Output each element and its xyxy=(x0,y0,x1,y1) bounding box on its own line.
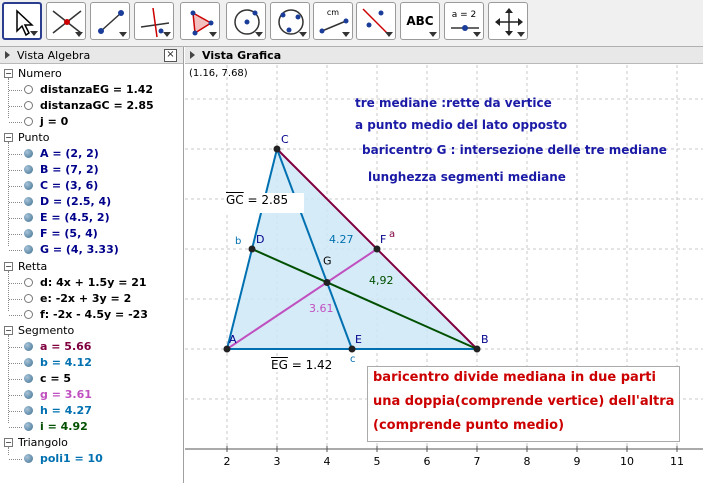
graphics-view-title: Vista Grafica xyxy=(202,49,282,62)
visibility-toggle-icon[interactable] xyxy=(24,342,33,351)
x-tick-label: 10 xyxy=(620,455,634,468)
category-retta[interactable] xyxy=(4,260,47,273)
object-definition: C = (3, 6) xyxy=(40,179,99,192)
visibility-toggle-icon[interactable] xyxy=(24,101,33,110)
point-label-C: C xyxy=(281,133,289,146)
note-line-1: tre mediane :rette da vertice xyxy=(355,96,552,110)
segmento-item[interactable] xyxy=(24,404,92,417)
object-definition: h = 4.27 xyxy=(40,404,92,417)
punto-item[interactable] xyxy=(24,227,98,240)
eg-value: = 1.42 xyxy=(291,358,333,372)
x-tick-label: 5 xyxy=(373,455,381,468)
point-label-F: F xyxy=(380,233,387,246)
punto-item[interactable] xyxy=(24,243,119,256)
segmento-item[interactable] xyxy=(24,420,88,433)
gc-distance-text[interactable] xyxy=(224,193,304,213)
point-label-A: A xyxy=(229,333,237,346)
visibility-toggle-icon[interactable] xyxy=(24,181,33,190)
graphics-view[interactable] xyxy=(185,47,703,483)
point-label-G: G xyxy=(323,254,332,268)
circle-tool-button[interactable] xyxy=(226,2,266,40)
visibility-toggle-icon[interactable] xyxy=(24,454,33,463)
point-D xyxy=(249,246,256,253)
punto-item[interactable] xyxy=(24,211,110,224)
segmento-item[interactable] xyxy=(24,356,92,369)
x-tick-label: 2 xyxy=(223,455,231,468)
conclusion-textbox[interactable] xyxy=(367,366,680,442)
x-tick-label: 9 xyxy=(573,455,581,468)
punto-item[interactable] xyxy=(24,147,99,160)
point-F xyxy=(374,246,381,253)
object-definition: distanzaEG = 1.42 xyxy=(40,83,154,96)
measure-tool-label: cm xyxy=(326,8,340,17)
point-C xyxy=(274,146,281,153)
text-tool-label: ABC xyxy=(406,14,434,28)
polygon-tool-button[interactable] xyxy=(180,2,220,40)
collapse-arrow-icon[interactable] xyxy=(5,51,10,59)
object-definition: f: -2x - 4.5y = -23 xyxy=(40,308,148,321)
move-view-tool-button[interactable] xyxy=(488,2,528,40)
move-tool-button[interactable] xyxy=(2,2,42,40)
segment-label-b: b xyxy=(235,236,242,247)
point-label-E: E xyxy=(355,333,362,346)
point-A xyxy=(224,346,231,353)
visibility-toggle-icon[interactable] xyxy=(24,149,33,158)
object-definition: e: -2x + 3y = 2 xyxy=(40,292,132,305)
perpendicular-tool-button[interactable] xyxy=(134,2,174,40)
object-definition: j = 0 xyxy=(40,115,69,128)
visibility-toggle-icon[interactable] xyxy=(24,358,33,367)
category-label: Segmento xyxy=(18,324,75,337)
algebra-view-header[interactable] xyxy=(0,47,183,64)
object-definition: d: 4x + 1.5y = 21 xyxy=(40,276,147,289)
close-button[interactable]: × xyxy=(164,49,177,62)
visibility-toggle-icon[interactable] xyxy=(24,422,33,431)
median-i-length: 4,92 xyxy=(369,274,394,287)
object-definition: G = (4, 3.33) xyxy=(40,243,119,256)
collapse-toggle-icon[interactable]: − xyxy=(5,438,12,447)
object-definition: F = (5, 4) xyxy=(40,227,98,240)
punto-item[interactable] xyxy=(24,195,111,208)
object-definition: c = 5 xyxy=(40,372,72,385)
triangolo-item[interactable] xyxy=(24,452,103,465)
object-definition: B = (7, 2) xyxy=(40,163,99,176)
measure-tool-button[interactable] xyxy=(313,2,353,40)
collapse-toggle-icon[interactable]: − xyxy=(5,133,12,142)
visibility-toggle-icon[interactable] xyxy=(24,310,33,319)
punto-item[interactable] xyxy=(24,163,99,176)
visibility-toggle-icon[interactable] xyxy=(24,213,33,222)
note-line-2: a punto medio del lato opposto xyxy=(355,118,568,132)
visibility-toggle-icon[interactable] xyxy=(24,197,33,206)
category-label: Retta xyxy=(18,260,48,273)
collapse-toggle-icon[interactable]: − xyxy=(5,262,12,271)
object-definition: a = 5.66 xyxy=(40,340,92,353)
numero-item[interactable] xyxy=(24,115,68,128)
object-definition: b = 4.12 xyxy=(40,356,92,369)
category-label: Triangolo xyxy=(18,436,68,449)
segmento-item[interactable] xyxy=(24,372,71,385)
category-punto[interactable] xyxy=(4,131,49,144)
segment-label-a: a xyxy=(389,229,396,240)
point-label-B: B xyxy=(481,333,489,346)
category-segmento[interactable] xyxy=(4,324,74,337)
object-definition: A = (2, 2) xyxy=(40,147,99,160)
category-label: Numero xyxy=(18,67,62,80)
punto-item[interactable] xyxy=(24,179,98,192)
object-definition: D = (2.5, 4) xyxy=(40,195,112,208)
x-tick-label: 3 xyxy=(273,455,281,468)
collapse-toggle-icon[interactable]: − xyxy=(5,69,12,78)
visibility-toggle-icon[interactable] xyxy=(24,374,33,383)
object-definition: poli1 = 10 xyxy=(40,452,103,465)
gc-label: $\overline{GC}$ xyxy=(226,193,244,207)
x-tick-label: 8 xyxy=(523,455,531,468)
line-tool-button[interactable] xyxy=(90,2,130,40)
eg-label: $\overline{EG}$ xyxy=(271,358,288,372)
algebra-view-title: Vista Algebra xyxy=(17,49,91,62)
median-g-length: 3.61 xyxy=(309,302,334,315)
point-label-D: D xyxy=(256,233,265,246)
numero-item[interactable] xyxy=(24,99,154,112)
toolbar xyxy=(0,0,703,47)
conclusion-line-2: una doppia(comprende vertice) dell'altra xyxy=(373,394,675,409)
note-line-3: baricentro G : intersezione delle tre mediane xyxy=(362,143,667,157)
algebra-view xyxy=(0,47,184,483)
segment-label-c: c xyxy=(350,354,356,365)
gc-value: = 2.85 xyxy=(247,193,289,207)
cursor-arrow-icon xyxy=(4,4,44,42)
eg-distance-text[interactable] xyxy=(271,358,332,372)
point-E xyxy=(349,346,356,353)
visibility-toggle-icon[interactable] xyxy=(24,390,33,399)
reflect-tool-button[interactable] xyxy=(356,2,396,40)
retta-item[interactable] xyxy=(24,292,131,305)
x-tick-label: 11 xyxy=(670,455,684,468)
visibility-toggle-icon[interactable] xyxy=(24,294,33,303)
numero-item[interactable] xyxy=(24,83,153,96)
circle-three-points-tool-button[interactable] xyxy=(270,2,310,40)
coordinate-readout: (1.16, 7.68) xyxy=(189,68,248,79)
retta-item[interactable] xyxy=(24,308,148,321)
category-triangolo[interactable] xyxy=(4,436,68,449)
segmento-item[interactable] xyxy=(24,388,92,401)
object-definition: E = (4.5, 2) xyxy=(40,211,110,224)
collapse-toggle-icon[interactable]: − xyxy=(5,326,12,335)
note-line-4: lunghezza segmenti mediane xyxy=(368,170,566,184)
segmento-item[interactable] xyxy=(24,340,91,353)
visibility-toggle-icon[interactable] xyxy=(24,229,33,238)
object-definition: i = 4.92 xyxy=(40,420,88,433)
slider-tool-label: a = 2 xyxy=(451,10,477,20)
point-tool-button[interactable] xyxy=(46,2,86,40)
retta-item[interactable] xyxy=(24,276,147,289)
conclusion-line-3: (comprende punto medio) xyxy=(373,418,565,433)
visibility-toggle-icon[interactable] xyxy=(24,85,33,94)
slider-tool-button[interactable] xyxy=(444,2,484,40)
object-definition: distanzaGC = 2.85 xyxy=(40,99,154,112)
text-tool-button[interactable] xyxy=(400,2,440,40)
visibility-toggle-icon[interactable] xyxy=(24,165,33,174)
x-tick-label: 6 xyxy=(423,455,431,468)
median-h-length: 4.27 xyxy=(329,233,354,246)
conclusion-line-1: baricentro divide mediana in due parti xyxy=(373,370,656,385)
category-numero[interactable] xyxy=(4,67,62,80)
visibility-toggle-icon[interactable] xyxy=(24,278,33,287)
x-tick-label: 7 xyxy=(473,455,481,468)
point-B xyxy=(474,346,481,353)
category-label: Punto xyxy=(18,131,50,144)
visibility-toggle-icon[interactable] xyxy=(24,245,33,254)
point-G xyxy=(324,279,331,286)
x-tick-label: 4 xyxy=(323,455,331,468)
visibility-toggle-icon[interactable] xyxy=(24,117,33,126)
visibility-toggle-icon[interactable] xyxy=(24,406,33,415)
object-definition: g = 3.61 xyxy=(40,388,92,401)
